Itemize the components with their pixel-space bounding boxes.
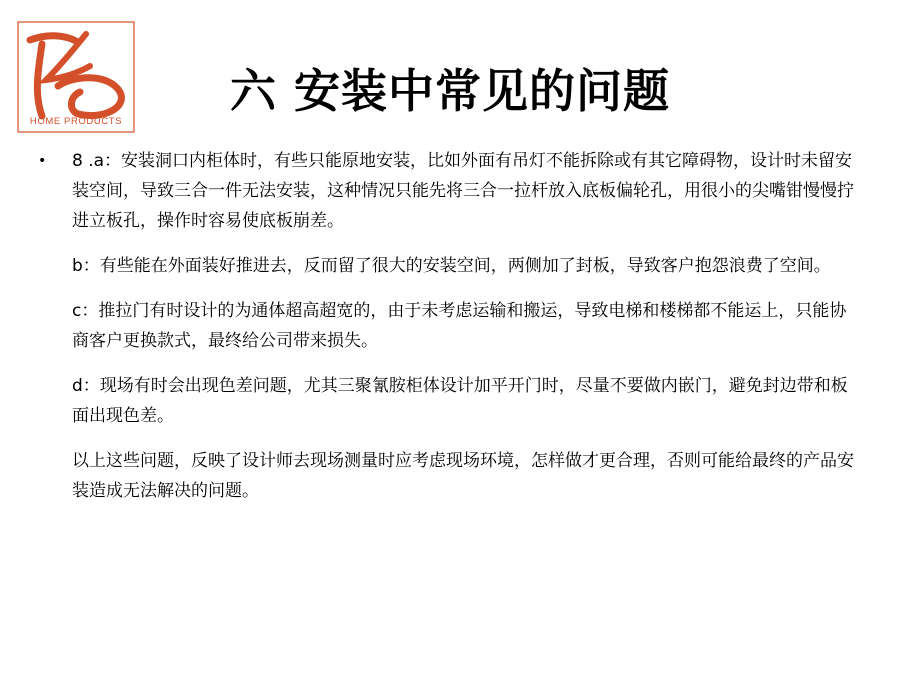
bullet-icon: • xyxy=(38,153,47,169)
paragraph-b: b：有些能在外面装好推进去，反而留了很大的安装空间，两侧加了封板，导致客户抱怨浪费了空间。 xyxy=(72,256,831,276)
slide-body xyxy=(38,146,858,521)
logo-text: HOME PRODUCTS xyxy=(29,116,123,127)
paragraph-a: 8 .a：安装洞口内柜体时，有些只能原地安装，比如外面有吊灯不能拆除或有其它障碍物，设计时未留安装空间，导致三合一件无法安装，这种情况只能先将三合一拉杆放入底板偏轮孔，用很小的尖嘴钳慢慢拧进立板孔，操作时容易使底板崩差。 xyxy=(72,151,854,231)
paragraph-summary: 以上这些问题，反映了设计师去现场测量时应考虑现场环境，怎样做才更合理，否则可能给最终的产品安装造成无法解决的问题。 xyxy=(72,451,854,501)
paragraph-c: c：推拉门有时设计的为通体超高超宽的，由于未考虑运输和搬运，导致电梯和楼梯都不能运上，只能协商客户更换款式，最终给公司带来损失。 xyxy=(72,301,847,351)
slide-title: 六 安装中常见的问题 xyxy=(229,64,670,118)
paragraph-d: d：现场有时会出现色差问题，尤其三聚氰胺柜体设计加平开门时，尽量不要做内嵌门，避免封边带和板面出现色差。 xyxy=(72,376,848,426)
